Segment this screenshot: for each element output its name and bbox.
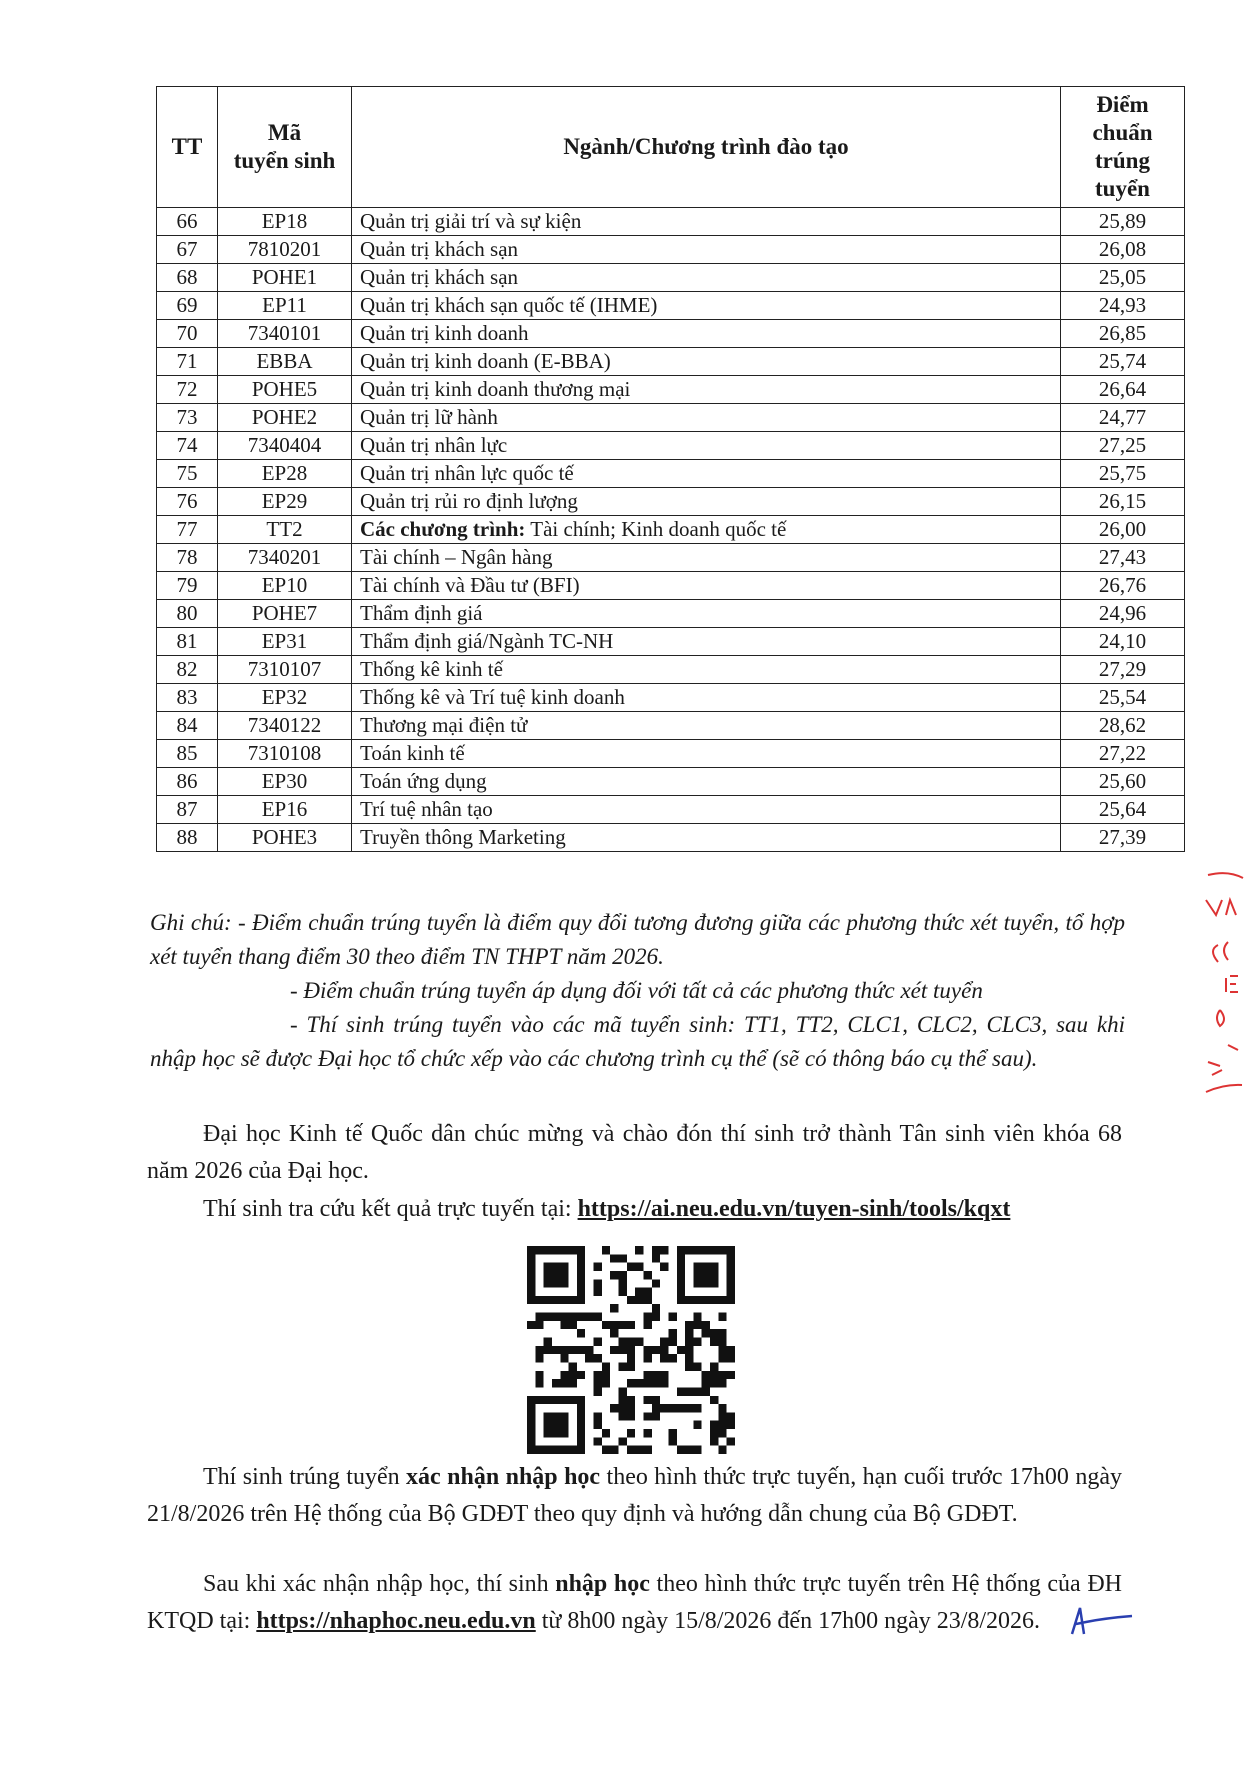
row-code: EBBA xyxy=(218,348,352,376)
row-tt: 79 xyxy=(157,572,218,600)
row-score: 26,76 xyxy=(1061,572,1185,600)
table-row xyxy=(157,348,1185,376)
table-row xyxy=(157,628,1185,656)
row-program-name xyxy=(352,572,1061,600)
row-tt: 69 xyxy=(157,292,218,320)
row-score: 24,10 xyxy=(1061,628,1185,656)
row-program-text: Toán kinh tế xyxy=(360,741,465,765)
row-code: 7340201 xyxy=(218,544,352,572)
row-code: 7310107 xyxy=(218,656,352,684)
header-score-line1: Điểm xyxy=(1096,92,1149,117)
row-code: EP30 xyxy=(218,768,352,796)
row-program-name xyxy=(352,292,1061,320)
row-program-name xyxy=(352,740,1061,768)
qr-code-image xyxy=(527,1246,735,1454)
row-score: 24,96 xyxy=(1061,600,1185,628)
row-score: 26,08 xyxy=(1061,236,1185,264)
row-tt: 82 xyxy=(157,656,218,684)
row-code: EP16 xyxy=(218,796,352,824)
row-code: 7310108 xyxy=(218,740,352,768)
row-tt: 68 xyxy=(157,264,218,292)
row-code: EP32 xyxy=(218,684,352,712)
note-line3: - Thí sinh trúng tuyển vào các mã tuyển sinh: TT1, TT2, CLC1, CLC2, CLC3, sau khi nhập học sẽ được Đại học tổ chức xếp vào các chương trình cụ thể (sẽ có thông báo cụ thể sau). xyxy=(150,1012,1125,1071)
row-tt: 72 xyxy=(157,376,218,404)
row-tt: 87 xyxy=(157,796,218,824)
table-header-row xyxy=(157,87,1185,208)
table-row xyxy=(157,544,1185,572)
row-tt: 66 xyxy=(157,208,218,236)
row-score: 25,05 xyxy=(1061,264,1185,292)
row-tt: 84 xyxy=(157,712,218,740)
row-code: 7340404 xyxy=(218,432,352,460)
row-code: EP29 xyxy=(218,488,352,516)
row-program-text: Quản trị khách sạn xyxy=(360,237,519,261)
row-tt: 81 xyxy=(157,628,218,656)
row-score: 27,29 xyxy=(1061,656,1185,684)
table-body xyxy=(157,208,1185,852)
row-tt: 80 xyxy=(157,600,218,628)
row-tt: 71 xyxy=(157,348,218,376)
red-stamp-mark xyxy=(1198,870,1248,1100)
row-program-text: Thẩm định giá/Ngành TC-NH xyxy=(360,629,614,653)
row-score: 24,77 xyxy=(1061,404,1185,432)
row-program-text: Quản trị rủi ro định lượng xyxy=(360,489,578,513)
enroll-part3: từ 8h00 ngày 15/8/2026 đến 17h00 ngày 23/8/2026. xyxy=(535,1608,1041,1634)
header-score xyxy=(1061,87,1185,208)
row-program-text: Quản trị giải trí và sự kiện xyxy=(360,209,582,233)
row-program-name xyxy=(352,348,1061,376)
row-program-text: Thống kê và Trí tuệ kinh doanh xyxy=(360,685,625,709)
row-program-text: Quản trị kinh doanh (E-BBA) xyxy=(360,349,611,373)
row-score: 26,15 xyxy=(1061,488,1185,516)
row-program-text: Truyền thông Marketing xyxy=(360,825,566,849)
row-score: 25,74 xyxy=(1061,348,1185,376)
row-program-name xyxy=(352,208,1061,236)
row-program-name xyxy=(352,544,1061,572)
row-code: POHE3 xyxy=(218,824,352,852)
table-row xyxy=(157,236,1185,264)
row-tt: 67 xyxy=(157,236,218,264)
header-score-line4: tuyển xyxy=(1095,176,1150,201)
row-program-name xyxy=(352,684,1061,712)
enroll-part2: theo hình thức trực tuyến trên Hệ thống của ĐH KTQD tại: xyxy=(147,1571,1122,1634)
table-row xyxy=(157,208,1185,236)
table-row xyxy=(157,264,1185,292)
enroll-bold: nhập học xyxy=(555,1571,650,1597)
row-tt: 77 xyxy=(157,516,218,544)
row-program-name xyxy=(352,404,1061,432)
row-code: TT2 xyxy=(218,516,352,544)
row-code: POHE2 xyxy=(218,404,352,432)
table-row xyxy=(157,600,1185,628)
table-row xyxy=(157,404,1185,432)
table-row xyxy=(157,684,1185,712)
row-program-name xyxy=(352,712,1061,740)
table-row xyxy=(157,824,1185,852)
row-code: 7810201 xyxy=(218,236,352,264)
row-code: 7340122 xyxy=(218,712,352,740)
row-program-text: Trí tuệ nhân tạo xyxy=(360,797,493,821)
header-tt: TT xyxy=(157,87,218,208)
note-line1: Ghi chú: - Điểm chuẩn trúng tuyển là điểm quy đổi tương đương giữa các phương thức xét tuyển, tổ hợp xét tuyển thang điểm 30 theo điểm TN THPT năm 2026. xyxy=(150,910,1125,969)
row-code: POHE1 xyxy=(218,264,352,292)
row-program-name xyxy=(352,376,1061,404)
table-row xyxy=(157,460,1185,488)
header-code xyxy=(218,87,352,208)
row-program-name xyxy=(352,656,1061,684)
row-program-name xyxy=(352,432,1061,460)
row-tt: 74 xyxy=(157,432,218,460)
row-tt: 75 xyxy=(157,460,218,488)
enroll-part1: Sau khi xác nhận nhập học, thí sinh xyxy=(203,1571,556,1597)
row-score: 27,39 xyxy=(1061,824,1185,852)
row-program-name xyxy=(352,236,1061,264)
table-row xyxy=(157,796,1185,824)
enroll-paragraph xyxy=(147,1566,1122,1640)
row-score: 27,43 xyxy=(1061,544,1185,572)
row-score: 25,60 xyxy=(1061,768,1185,796)
table-row xyxy=(157,320,1185,348)
row-program-name xyxy=(352,796,1061,824)
row-program-text: Quản trị kinh doanh xyxy=(360,321,529,345)
header-code-line1: Mã xyxy=(267,120,302,145)
confirm-paragraph xyxy=(147,1459,1122,1533)
row-program-text: Thẩm định giá xyxy=(360,601,483,625)
row-program-text: Tài chính và Đầu tư (BFI) xyxy=(360,573,580,597)
header-code-line2: tuyển sinh xyxy=(233,148,336,173)
confirm-part1: Thí sinh trúng tuyển xyxy=(203,1464,407,1490)
row-program-name xyxy=(352,516,1061,544)
row-program-text: Toán ứng dụng xyxy=(360,769,487,793)
confirm-part2: theo hình thức trực tuyến, hạn cuối trước 17h00 ngày 21/8/2026 trên Hệ thống của Bộ GDĐT theo quy định và hướng dẫn chung của Bộ GDĐT. xyxy=(147,1464,1122,1527)
lookup-prefix: Thí sinh tra cứu kết quả trực tuyến tại: xyxy=(203,1196,578,1222)
row-program-name xyxy=(352,460,1061,488)
row-tt: 78 xyxy=(157,544,218,572)
row-code: EP11 xyxy=(218,292,352,320)
row-program-text: Quản trị nhân lực quốc tế xyxy=(360,461,574,485)
row-code: EP18 xyxy=(218,208,352,236)
row-program-text: Quản trị lữ hành xyxy=(360,405,498,429)
row-score: 28,62 xyxy=(1061,712,1185,740)
row-score: 27,22 xyxy=(1061,740,1185,768)
header-score-line2: chuẩn xyxy=(1092,120,1153,145)
row-code: EP31 xyxy=(218,628,352,656)
lookup-link[interactable]: https://ai.neu.edu.vn/tuyen-sinh/tools/kqxt xyxy=(577,1196,1011,1222)
row-score: 25,54 xyxy=(1061,684,1185,712)
table-row xyxy=(157,292,1185,320)
row-score: 26,64 xyxy=(1061,376,1185,404)
row-program-text: Tài chính; Kinh doanh quốc tế xyxy=(525,517,787,541)
row-score: 27,25 xyxy=(1061,432,1185,460)
row-tt: 88 xyxy=(157,824,218,852)
row-program-text: Quản trị nhân lực xyxy=(360,433,508,457)
table-row xyxy=(157,656,1185,684)
row-score: 26,85 xyxy=(1061,320,1185,348)
row-score: 24,93 xyxy=(1061,292,1185,320)
row-program-text: Quản trị khách sạn quốc tế (IHME) xyxy=(360,293,658,317)
table-row xyxy=(157,488,1185,516)
table-row xyxy=(157,712,1185,740)
row-code: EP10 xyxy=(218,572,352,600)
table-row xyxy=(157,376,1185,404)
row-program-text: Quản trị khách sạn xyxy=(360,265,519,289)
row-program-name xyxy=(352,488,1061,516)
row-tt: 86 xyxy=(157,768,218,796)
row-tt: 83 xyxy=(157,684,218,712)
row-score: 25,89 xyxy=(1061,208,1185,236)
row-code: POHE7 xyxy=(218,600,352,628)
row-score: 25,75 xyxy=(1061,460,1185,488)
row-tt: 76 xyxy=(157,488,218,516)
row-program-name xyxy=(352,824,1061,852)
row-score: 26,00 xyxy=(1061,516,1185,544)
note-line2: - Điểm chuẩn trúng tuyển áp dụng đối với tất cả các phương thức xét tuyển xyxy=(290,978,983,1003)
row-program-prefix: Các chương trình: xyxy=(360,517,526,541)
row-score: 25,64 xyxy=(1061,796,1185,824)
table-row xyxy=(157,740,1185,768)
confirm-bold: xác nhận nhập học xyxy=(406,1464,601,1490)
table-row xyxy=(157,432,1185,460)
row-code: EP28 xyxy=(218,460,352,488)
row-program-text: Tài chính – Ngân hàng xyxy=(360,545,553,569)
row-program-name xyxy=(352,600,1061,628)
table-row xyxy=(157,516,1185,544)
header-score-line3: trúng xyxy=(1095,148,1150,173)
row-program-name xyxy=(352,768,1061,796)
row-tt: 70 xyxy=(157,320,218,348)
row-code: POHE5 xyxy=(218,376,352,404)
row-program-text: Thương mại điện tử xyxy=(360,713,528,737)
table-row xyxy=(157,572,1185,600)
row-program-name xyxy=(352,264,1061,292)
row-program-text: Thống kê kinh tế xyxy=(360,657,503,681)
row-tt: 73 xyxy=(157,404,218,432)
table-row xyxy=(157,768,1185,796)
row-tt: 85 xyxy=(157,740,218,768)
row-program-text: Quản trị kinh doanh thương mại xyxy=(360,377,631,401)
enroll-link[interactable]: https://nhaphoc.neu.edu.vn xyxy=(256,1608,536,1634)
row-code: 7340101 xyxy=(218,320,352,348)
lookup-paragraph xyxy=(147,1191,1122,1228)
signature-mark xyxy=(1066,1598,1136,1638)
admission-score-table xyxy=(156,86,1185,852)
row-program-name xyxy=(352,628,1061,656)
row-program-name xyxy=(352,320,1061,348)
congrats-paragraph: Đại học Kinh tế Quốc dân chúc mừng và chào đón thí sinh trở thành Tân sinh viên khóa 68 năm 2026 của Đại học. xyxy=(147,1121,1122,1184)
header-program: Ngành/Chương trình đào tạo xyxy=(352,87,1061,208)
